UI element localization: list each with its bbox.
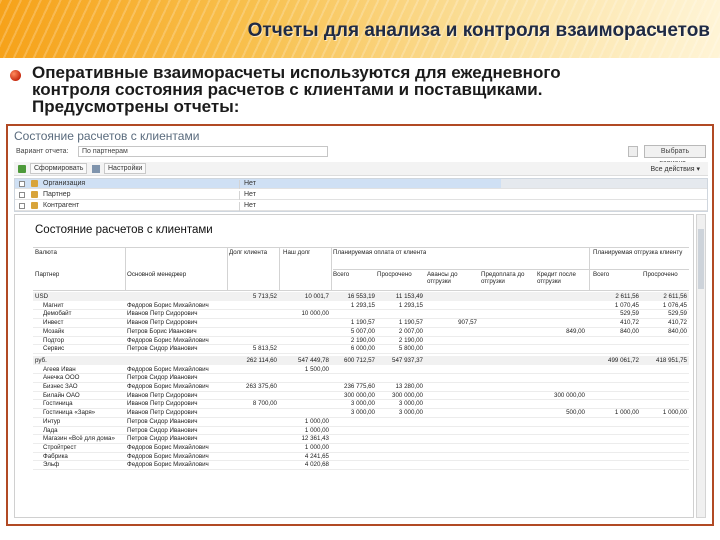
row-value: 1 000,00 <box>304 417 329 425</box>
report-area <box>14 214 694 518</box>
header-credit: Кредит после отгрузки <box>537 271 576 285</box>
row-value: 1 293,15 <box>398 301 423 309</box>
row-partner: Демобайт <box>43 310 72 318</box>
row-partner: Интур <box>43 417 61 425</box>
row-value: 263 375,60 <box>246 383 277 390</box>
row-value: 4 020,68 <box>304 461 329 469</box>
field-icon <box>31 180 38 187</box>
row-value: 8 700,00 <box>252 400 277 408</box>
header-ship-overdue: Просрочено <box>643 271 678 278</box>
row-value: 13 280,00 <box>395 383 423 390</box>
header-ship-total: Всего <box>593 271 610 278</box>
header-client-debt: Долг клиента <box>229 249 268 256</box>
scroll-thumb[interactable] <box>698 229 704 289</box>
report-option-row <box>14 144 708 160</box>
header-border <box>33 247 689 248</box>
option-dropdown-button[interactable] <box>628 146 638 157</box>
row-value: 1 500,00 <box>304 365 329 373</box>
row-value: 907,57 <box>458 319 477 327</box>
settings-value[interactable]: Нет <box>239 191 256 200</box>
generate-icon <box>18 165 26 173</box>
report-option-field[interactable]: По партнерам <box>78 146 328 157</box>
row-manager: Иванов Петр Сидорович <box>127 310 198 318</box>
row-manager: Иванов Петр Сидорович <box>127 400 198 408</box>
col-sep <box>125 247 126 291</box>
header-partner: Партнер <box>35 271 60 278</box>
row-value: 410,72 <box>668 319 687 327</box>
header-plan-shipment: Планируемая отгрузка клиенту <box>593 249 683 256</box>
row-partner: Магнит <box>43 301 64 309</box>
row-value: 3 000,00 <box>398 400 423 408</box>
bullet-dot-icon <box>10 70 21 81</box>
col-sep <box>589 247 590 291</box>
settings-icon <box>92 165 100 173</box>
row-manager: Федоров Борис Михайлович <box>127 301 209 309</box>
row-value: 1 000,00 <box>304 443 329 451</box>
col-sep <box>331 247 332 291</box>
settings-checkbox[interactable] <box>19 203 25 209</box>
row-value: 6 000,00 <box>350 345 375 353</box>
header-currency: Валюта <box>35 249 57 256</box>
row-partner: Агеев Иван <box>43 365 76 373</box>
row-partner: Гостиница <box>43 400 73 408</box>
row-manager: Петров Сидор Иванович <box>127 417 198 425</box>
row-value: 4 241,65 <box>304 452 329 460</box>
row-manager: Иванов Петр Сидорович <box>127 319 198 327</box>
row-value: 500,00 <box>566 409 585 417</box>
row-manager: Федоров Борис Михайлович <box>127 365 209 373</box>
choose-variant-button[interactable]: Выбрать <box>644 145 706 158</box>
report-option-label: Вариант отчета: <box>16 148 69 155</box>
row-value: 1 293,15 <box>350 301 375 309</box>
settings-row[interactable] <box>15 190 707 200</box>
header-plan-payment: Планируемая оплата от клиента <box>333 249 427 256</box>
row-value: 12 361,43 <box>301 435 329 443</box>
row-partner: Эльф <box>43 461 60 469</box>
row-manager: Федоров Борис Михайлович <box>127 452 209 460</box>
group-our-debt: 10 001,7 <box>304 293 329 300</box>
header-prepay: Предоплата до отгрузки <box>481 271 525 285</box>
row-value: 840,00 <box>668 327 687 335</box>
settings-row[interactable] <box>15 201 707 211</box>
header-plan-overdue: Просрочено <box>377 271 412 278</box>
row-value: 3 000,00 <box>350 409 375 417</box>
row-value: 529,59 <box>668 310 687 318</box>
bullet-text: Оперативные взаиморасчеты используются для ежедневного контроля состояния расчетов с клиентами и поставщиками. Предусмотрены отчеты: <box>32 63 561 116</box>
generate-button[interactable]: Сформировать <box>30 163 87 174</box>
settings-name: Партнер <box>43 191 71 198</box>
row-value: 300 000,00 <box>344 391 375 399</box>
toolbar <box>14 162 708 176</box>
group-plan-overdue: 547 937,37 <box>392 356 423 364</box>
row-value: 410,72 <box>620 319 639 327</box>
group-currency: USD <box>35 293 49 300</box>
row-value: 2 007,00 <box>398 327 423 335</box>
row-value: 2 190,00 <box>398 336 423 344</box>
settings-value[interactable]: Нет <box>239 180 256 189</box>
row-value: 1 070,45 <box>614 301 639 309</box>
field-icon <box>31 191 38 198</box>
row-value: 529,59 <box>620 310 639 318</box>
group-our-debt: 547 449,78 <box>298 356 329 364</box>
group-currency: руб. <box>35 356 47 364</box>
report-screenshot <box>6 124 714 526</box>
row-partner: Лада <box>43 426 58 434</box>
row-partner: Стройтрест <box>43 443 77 451</box>
settings-button[interactable]: Настройки <box>104 163 146 174</box>
row-manager: Федоров Борис Михайлович <box>127 336 209 344</box>
col-sep <box>279 247 280 291</box>
row-value: 2 190,00 <box>350 336 375 344</box>
header-manager: Основной менеджер <box>127 271 187 278</box>
row-value: 10 000,00 <box>301 310 329 318</box>
row-value: 1 000,00 <box>662 409 687 417</box>
group-plan-total: 600 712,57 <box>344 356 375 364</box>
header-plan-total: Всего <box>333 271 350 278</box>
window-title: Состояние расчетов с клиентами <box>14 129 200 143</box>
row-value: 5 007,00 <box>350 327 375 335</box>
row-value: 1 190,57 <box>350 319 375 327</box>
group-plan-overdue: 11 153,49 <box>395 293 423 300</box>
row-manager: Петров Борис Иванович <box>127 327 197 335</box>
group-ship-total: 499 061,72 <box>608 356 639 364</box>
header-subborder <box>333 269 689 270</box>
row-manager: Иванов Петр Сидорович <box>127 391 198 399</box>
row-value: 300 000,00 <box>554 391 585 399</box>
header-bottom-border <box>33 290 689 291</box>
row-partner: Сервис <box>43 345 65 353</box>
report-grid <box>33 247 689 515</box>
row-manager: Федоров Борис Михайлович <box>127 383 209 390</box>
col-sep <box>227 247 228 291</box>
row-value: 236 775,60 <box>344 383 375 390</box>
group-ship-overdue: 2 611,56 <box>663 293 687 300</box>
group-ship-total: 2 611,56 <box>615 293 639 300</box>
row-value: 3 000,00 <box>350 400 375 408</box>
row-manager: Федоров Борис Михайлович <box>127 443 209 451</box>
settings-value[interactable]: Нет <box>239 202 256 211</box>
row-value: 3 000,00 <box>398 409 423 417</box>
row-value: 1 000,00 <box>304 426 329 434</box>
settings-row[interactable] <box>15 179 707 189</box>
row-manager: Федоров Борис Михайлович <box>127 461 209 469</box>
settings-checkbox[interactable] <box>19 181 25 187</box>
row-value: 849,00 <box>566 327 585 335</box>
row-partner: Гостиница «Заря» <box>43 409 96 417</box>
row-partner: Фабрика <box>43 452 68 460</box>
row-manager: Иванов Петр Сидорович <box>127 409 198 417</box>
row-manager: Петров Сидор Иванович <box>127 435 198 443</box>
header-advance: Авансы до отгрузки <box>427 271 458 285</box>
row-value: 840,00 <box>620 327 639 335</box>
settings-filler <box>501 179 707 188</box>
report-scrollbar[interactable] <box>696 214 706 518</box>
row-partner: Анечка ООО <box>43 374 80 382</box>
settings-name: Контрагент <box>43 202 80 209</box>
row-value: 1 190,57 <box>398 319 423 327</box>
row-divider <box>33 353 689 354</box>
row-partner: Мозайк <box>43 327 65 335</box>
bullet-item <box>10 64 710 115</box>
row-partner: Бизнес ЗАО <box>43 383 78 390</box>
settings-table <box>14 178 708 212</box>
row-value: 5 813,52 <box>252 345 277 353</box>
group-client-debt: 5 713,52 <box>252 293 277 300</box>
all-actions-menu[interactable]: Все действия ▾ <box>650 166 700 173</box>
row-manager: Петров Сидор Иванович <box>127 426 198 434</box>
row-divider <box>33 469 689 470</box>
group-plan-total: 16 553,19 <box>347 293 375 300</box>
report-title: Состояние расчетов с клиентами <box>35 224 213 236</box>
header-our-debt: Наш долг <box>283 249 311 256</box>
row-value: 1 076,45 <box>662 301 687 309</box>
row-value: 300 000,00 <box>392 391 423 399</box>
group-client-debt: 262 114,60 <box>246 356 277 364</box>
row-partner: Подтор <box>43 336 65 344</box>
settings-name: Организация <box>43 180 86 187</box>
slide-title: Отчеты для анализа и контроля взаиморасчетов <box>247 20 710 41</box>
row-partner: Инвест <box>43 319 64 327</box>
row-manager: Петров Сидор Иванович <box>127 345 198 353</box>
row-value: 5 800,00 <box>398 345 423 353</box>
settings-checkbox[interactable] <box>19 192 25 198</box>
row-manager: Петров Сидор Иванович <box>127 374 198 382</box>
row-value: 1 000,00 <box>614 409 639 417</box>
group-ship-overdue: 418 951,75 <box>656 356 687 364</box>
row-partner: Магазин «Всё для дома» <box>43 435 115 443</box>
field-icon <box>31 202 38 209</box>
row-partner: Билайн ОАО <box>43 391 80 399</box>
